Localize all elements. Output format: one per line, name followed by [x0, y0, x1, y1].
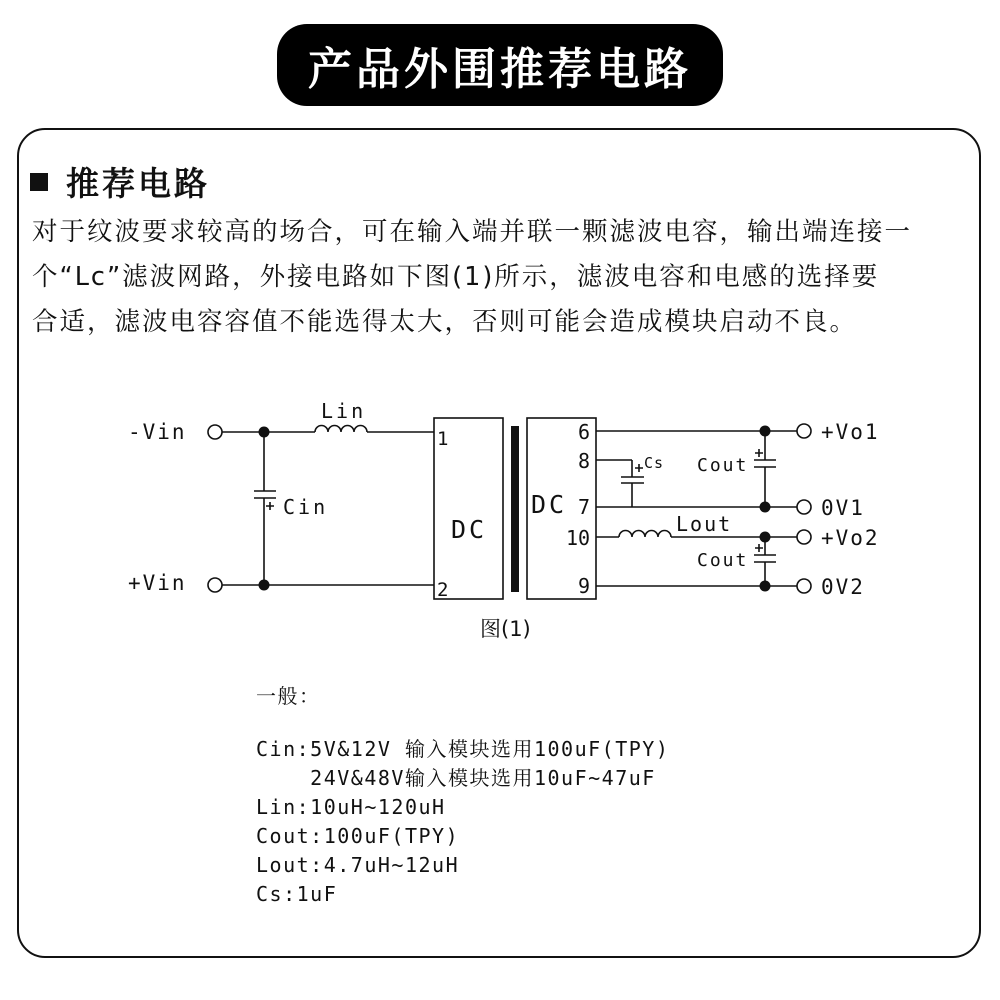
label-vo2: +Vo2	[821, 526, 880, 550]
terminal-0v2	[797, 579, 811, 593]
terminal-pos-vin	[208, 578, 222, 592]
label-0v2: 0V2	[821, 575, 865, 599]
note-line: Cout:100uF(TPY)	[256, 824, 460, 848]
figure-caption: 图(1)	[480, 617, 531, 641]
inductor-lout-symbol	[619, 531, 671, 538]
isolation-bar	[511, 426, 519, 592]
pin-7: 7	[578, 495, 591, 519]
terminal-vo1	[797, 424, 811, 438]
banner-title: 产品外围推荐电路	[308, 44, 692, 95]
label-cout-1: Cout	[697, 455, 749, 476]
label-lin: Lin	[321, 399, 367, 423]
paragraph-line: 对于纹波要求较高的场合，可在输入端并联一颗滤波电容，输出端连接一	[32, 217, 913, 247]
label-pos-vin: +Vin	[128, 571, 187, 595]
description-paragraph	[32, 210, 982, 345]
paragraph-line: 合适，滤波电容容值不能选得太大，否则可能会造成模块启动不良。	[32, 307, 858, 337]
inductor-lin-symbol	[315, 426, 367, 433]
label-cin: Cin	[283, 495, 329, 519]
terminal-vo2	[797, 530, 811, 544]
label-cout-2: Cout	[697, 550, 749, 571]
label-vo1: +Vo1	[821, 420, 880, 444]
title-banner	[277, 24, 723, 106]
module-left-label: DC	[451, 515, 488, 544]
note-line: Lin:10uH~120uH	[256, 795, 446, 819]
paragraph-line: 个“Lc”滤波网路，外接电路如下图(1)所示，滤波电容和电感的选择要	[32, 262, 880, 292]
label-cs: Cs	[644, 454, 665, 472]
pin-10: 10	[566, 526, 591, 550]
pin-1: 1	[437, 428, 449, 450]
pin-2: 2	[437, 579, 449, 601]
terminal-neg-vin	[208, 425, 222, 439]
square-bullet-icon	[30, 173, 48, 191]
module-right-label: DC	[531, 490, 568, 519]
label-neg-vin: -Vin	[128, 420, 187, 444]
section-header	[30, 158, 210, 205]
circuit-diagram	[0, 380, 1000, 610]
label-0v1: 0V1	[821, 496, 865, 520]
note-line: 24V&48V输入模块选用10uF~47uF	[256, 766, 656, 790]
note-line: Cin:5V&12V 输入模块选用100uF(TPY)	[256, 737, 670, 761]
pin-8: 8	[578, 449, 591, 473]
pin-6: 6	[578, 420, 591, 444]
note-line: Cs:1uF	[256, 882, 338, 906]
label-lout: Lout	[676, 512, 733, 536]
note-line: Lout:4.7uH~12uH	[256, 853, 460, 877]
notes-heading: 一般：	[256, 684, 321, 708]
section-title: 推荐电路	[66, 164, 210, 203]
pin-9: 9	[578, 574, 591, 598]
terminal-0v1	[797, 500, 811, 514]
component-notes	[256, 680, 669, 909]
